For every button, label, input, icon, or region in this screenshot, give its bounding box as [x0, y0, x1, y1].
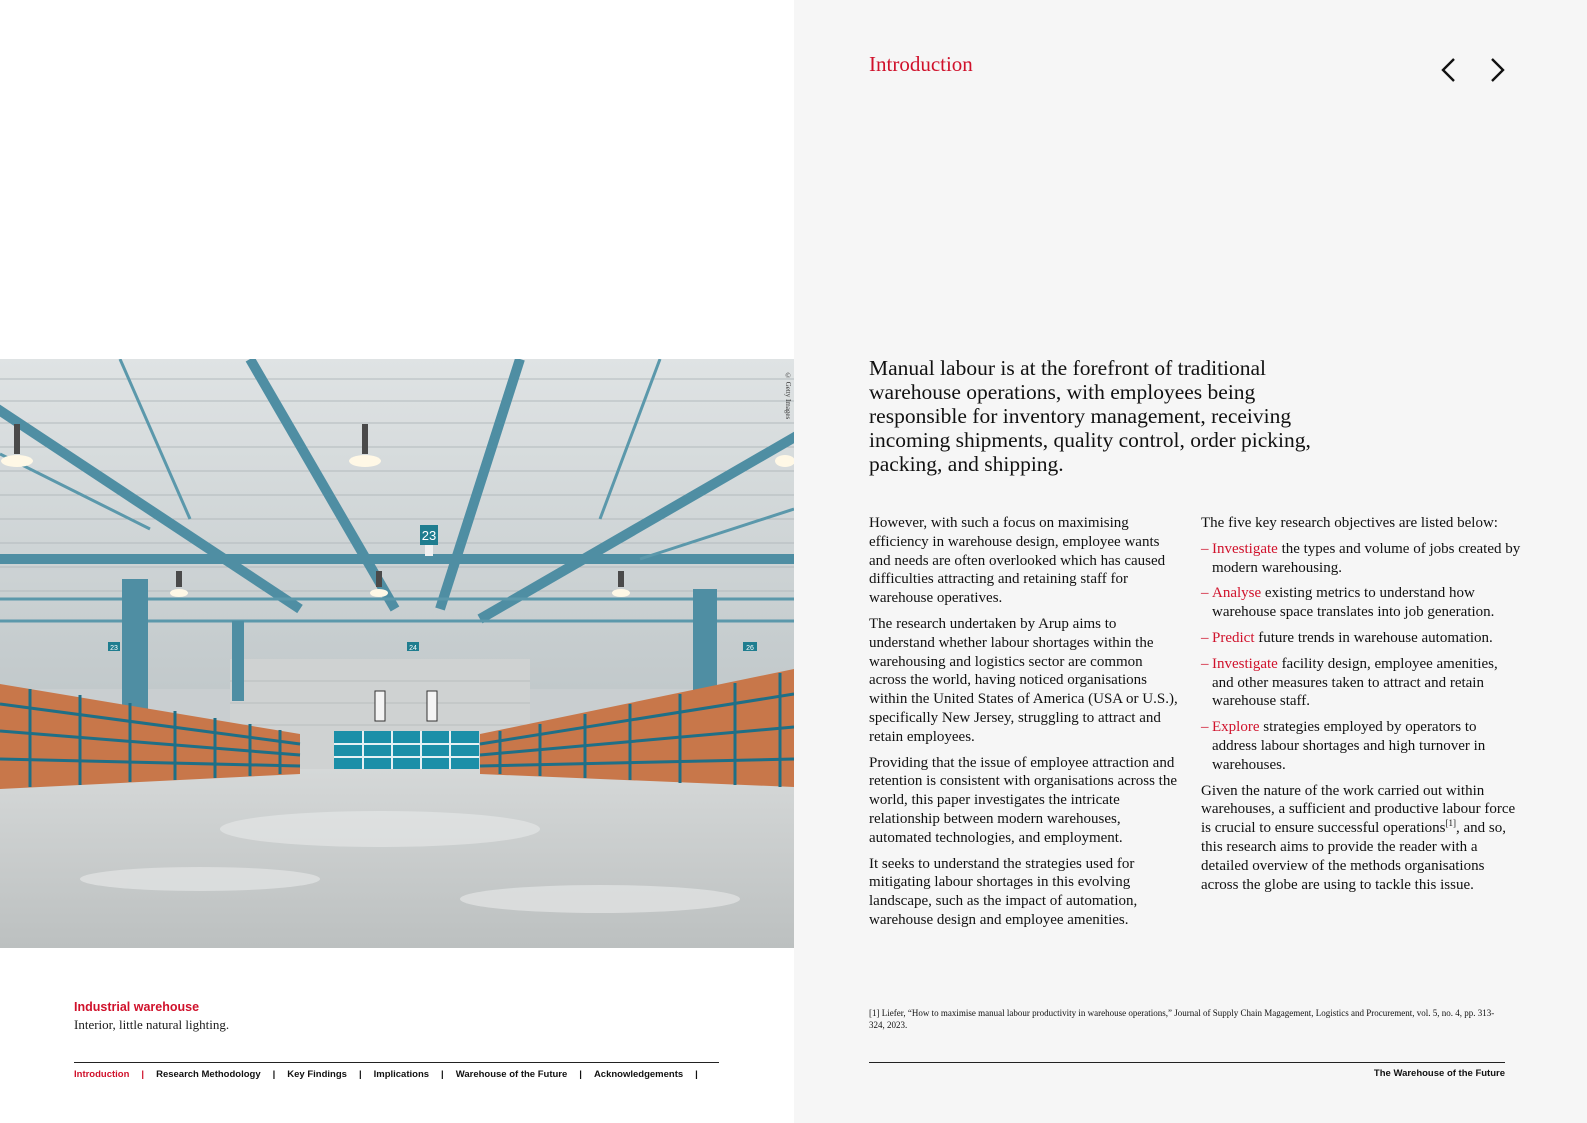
lead-paragraph: Manual labour is at the forefront of traditional warehouse operations, with employees being responsible for inventory management, receiving incoming shipments, quality control, order picking, packing, and shipping.	[869, 356, 1311, 476]
objective-text: existing metrics to understand how warehouse space translates into job generation.	[1212, 585, 1495, 621]
closing-text: Given the nature of the work carried out within warehouses, a sufficient and productive labour force is crucial to ensure successful operations	[1201, 782, 1516, 837]
nav-separator: |	[272, 1069, 276, 1080]
aisle-sign-center: 24	[409, 645, 417, 652]
nav-separator: |	[695, 1069, 698, 1080]
aisle-sign-main: 23	[421, 528, 437, 543]
warehouse-photo	[0, 359, 794, 948]
objective-item	[1201, 584, 1521, 622]
dash-icon: –	[1201, 629, 1209, 646]
nav-link-implications[interactable]: Implications	[373, 1069, 430, 1080]
footer-navigation	[74, 1069, 710, 1080]
body-paragraph: It seeks to understand the strategies used for mitigating labour shortages in this evolving landscape, such as the impact of automation, warehouse design and employee amenities.	[869, 855, 1138, 928]
body-paragraph: Providing that the issue of employee attraction and retention is consistent with organisations across the world, this paper investigates the intricate relationship between modern warehouses, automated technologies, and employment.	[869, 754, 1178, 846]
nav-link-warehouse-of-the-future[interactable]: Warehouse of the Future	[455, 1069, 568, 1080]
objective-verb: Predict	[1212, 629, 1255, 646]
objective-text: facility design, employee amenities, and other measures taken to attract and retain warehouse staff.	[1212, 655, 1498, 710]
nav-separator: |	[141, 1069, 145, 1080]
body-paragraph: The research undertaken by Arup aims to understand whether labour shortages within the warehousing and logistics sector are common across the world, having noticed organisations within the United States of America (USA or U.S.), specifically New Jersey, struggling to attract and retain employees.	[869, 615, 1178, 745]
body-column-left	[869, 514, 1181, 937]
objective-text: future trends in warehouse automation.	[1254, 629, 1493, 646]
closing-text-continued: , and so, this research aims to provide the reader with a detailed overview of the methods organisations across the globe are using to tackle this issue.	[1201, 820, 1507, 893]
objective-verb: Investigate	[1212, 540, 1278, 557]
aisle-sign-left: 23	[110, 645, 118, 652]
dash-icon: –	[1201, 719, 1209, 736]
dash-icon: –	[1201, 540, 1209, 557]
chevron-right-icon[interactable]	[1487, 57, 1507, 83]
objective-item	[1201, 629, 1521, 648]
footer-divider	[869, 1062, 1505, 1063]
chevron-left-icon[interactable]	[1439, 57, 1459, 83]
objective-text: the types and volume of jobs created by modern warehousing.	[1212, 540, 1521, 576]
document-title: The Warehouse of the Future	[1373, 1068, 1505, 1079]
nav-separator: |	[579, 1069, 582, 1080]
footnote: [1] Liefer, “How to maximise manual labour productivity in warehouse operations,” Journal of Supply Chain Magagement, Logistics and Procurement, vol. 5, no. 4, pp. 313-324, 2023.	[869, 1008, 1495, 1030]
dash-icon: –	[1201, 655, 1209, 672]
objective-verb: Analyse	[1212, 585, 1262, 602]
dash-icon: –	[1201, 585, 1209, 602]
closing-paragraph	[1201, 782, 1521, 895]
nav-separator: |	[358, 1069, 362, 1080]
nav-link-key-findings[interactable]: Key Findings	[287, 1069, 347, 1080]
body-column-right	[1201, 514, 1521, 901]
objective-verb: Explore	[1212, 719, 1260, 736]
objective-item	[1201, 655, 1521, 711]
nav-link-research-methodology[interactable]: Research Methodology	[156, 1069, 261, 1080]
objective-item	[1201, 540, 1521, 578]
objective-text: strategies employed by operators to address labour shortages and high turnover in warehouses.	[1212, 719, 1486, 773]
caption-title: Industrial warehouse	[74, 1000, 200, 1014]
body-paragraph: However, with such a focus on maximising efficiency in warehouse design, employee wants and needs are often overlooked which has caused difficulties attracting and retaining staff for warehouse operatives.	[869, 515, 1166, 607]
photo-credit: © Getty Images	[784, 372, 792, 420]
objective-verb: Investigate	[1212, 655, 1278, 672]
caption-subtitle: Interior, little natural lighting.	[74, 1017, 230, 1032]
objective-item	[1201, 718, 1521, 774]
nav-separator: |	[441, 1069, 444, 1080]
footer-divider	[74, 1062, 719, 1063]
nav-link-introduction[interactable]: Introduction	[74, 1069, 130, 1080]
nav-link-acknowledgements[interactable]: Acknowledgements	[593, 1069, 684, 1080]
footnote-reference[interactable]: [1]	[1445, 818, 1457, 829]
objectives-intro: The five key research objectives are listed below:	[1201, 515, 1498, 531]
aisle-sign-right: 26	[746, 645, 754, 652]
objectives-list	[1201, 540, 1521, 775]
right-page	[794, 0, 1587, 1123]
section-title: Introduction	[869, 52, 973, 76]
